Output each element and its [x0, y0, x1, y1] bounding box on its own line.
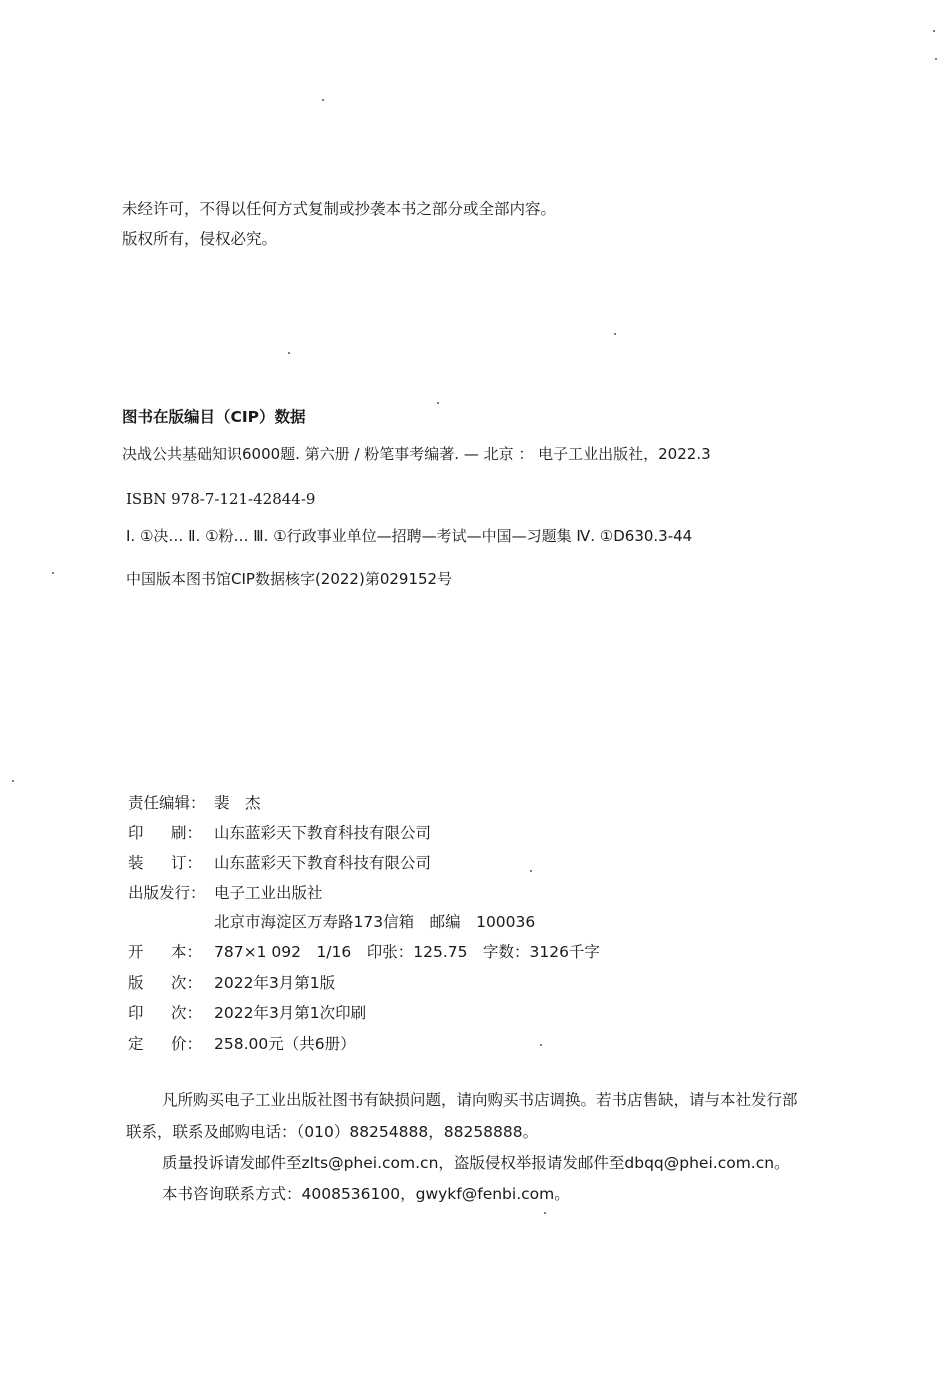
cip-library-record: 中国版本图书馆CIP数据核字(2022)第029152号	[126, 570, 453, 588]
publisher-value: 电子工业出版社	[214, 884, 323, 902]
binder-value: 山东蓝彩天下教育科技有限公司	[214, 854, 432, 872]
cip-title: 图书在版编目（CIP）数据	[122, 408, 306, 426]
cip-book-line: 决战公共基础知识6000题. 第六册 / 粉笔事考编著. — 北京 ： 电子工业出版社，2022.3	[122, 445, 711, 463]
printing-label: 印 次：	[128, 1004, 202, 1022]
rights-reserved: 版权所有，侵权必究。	[122, 230, 278, 248]
publisher-label: 出版发行：	[128, 884, 206, 902]
price-label: 定 价：	[128, 1035, 202, 1053]
publisher-address: 北京市海淀区万寿路173信箱 邮编 100036	[214, 913, 536, 931]
edition-label: 版 次：	[128, 974, 202, 992]
cip-isbn: ISBN 978-7-121-42844-9	[126, 490, 316, 508]
notice-contact-phone: 联系，联系及邮购电话：（010）88254888，88258888。	[126, 1123, 539, 1141]
scan-speck	[933, 30, 935, 32]
scan-speck	[544, 1212, 546, 1214]
scan-speck	[288, 352, 290, 354]
scan-speck	[437, 402, 439, 404]
printing-value: 2022年3月第1次印刷	[214, 1004, 367, 1022]
scan-speck	[935, 58, 937, 60]
scan-speck	[322, 99, 324, 101]
edition-value: 2022年3月第1版	[214, 974, 336, 992]
binder-label: 装 订：	[128, 854, 202, 872]
cip-classification: Ⅰ. ①决… Ⅱ. ①粉… Ⅲ. ①行政事业单位—招聘—考试—中国—习题集 Ⅳ. ①D630.3-44	[126, 527, 693, 545]
copyright-statement: 未经许可，不得以任何方式复制或抄袭本书之部分或全部内容。	[122, 200, 557, 218]
printer-value: 山东蓝彩天下教育科技有限公司	[214, 824, 432, 842]
format-label: 开 本：	[128, 943, 202, 961]
scan-speck	[530, 870, 532, 872]
editor-value: 裴 杰	[214, 794, 261, 812]
scan-speck	[614, 333, 616, 335]
editor-label: 责任编辑：	[128, 794, 206, 812]
format-value: 787×1 092 1/16 印张：125.75 字数：3126千字	[214, 943, 600, 961]
printer-label: 印 刷：	[128, 824, 202, 842]
scan-speck	[52, 572, 54, 574]
price-value: 258.00元（共6册）	[214, 1035, 356, 1053]
scan-speck	[540, 1044, 542, 1046]
notice-replacement: 凡所购买电子工业出版社图书有缺损问题，请向购买书店调换。若书店售缺，请与本社发行部	[162, 1091, 798, 1109]
notice-consult-contact: 本书咨询联系方式：4008536100，gwykf@fenbi.com。	[162, 1185, 570, 1203]
scan-speck	[12, 780, 14, 782]
notice-complaint-email: 质量投诉请发邮件至zlts@phei.com.cn，盗版侵权举报请发邮件至dbqq@phei.com.cn。	[162, 1154, 790, 1172]
